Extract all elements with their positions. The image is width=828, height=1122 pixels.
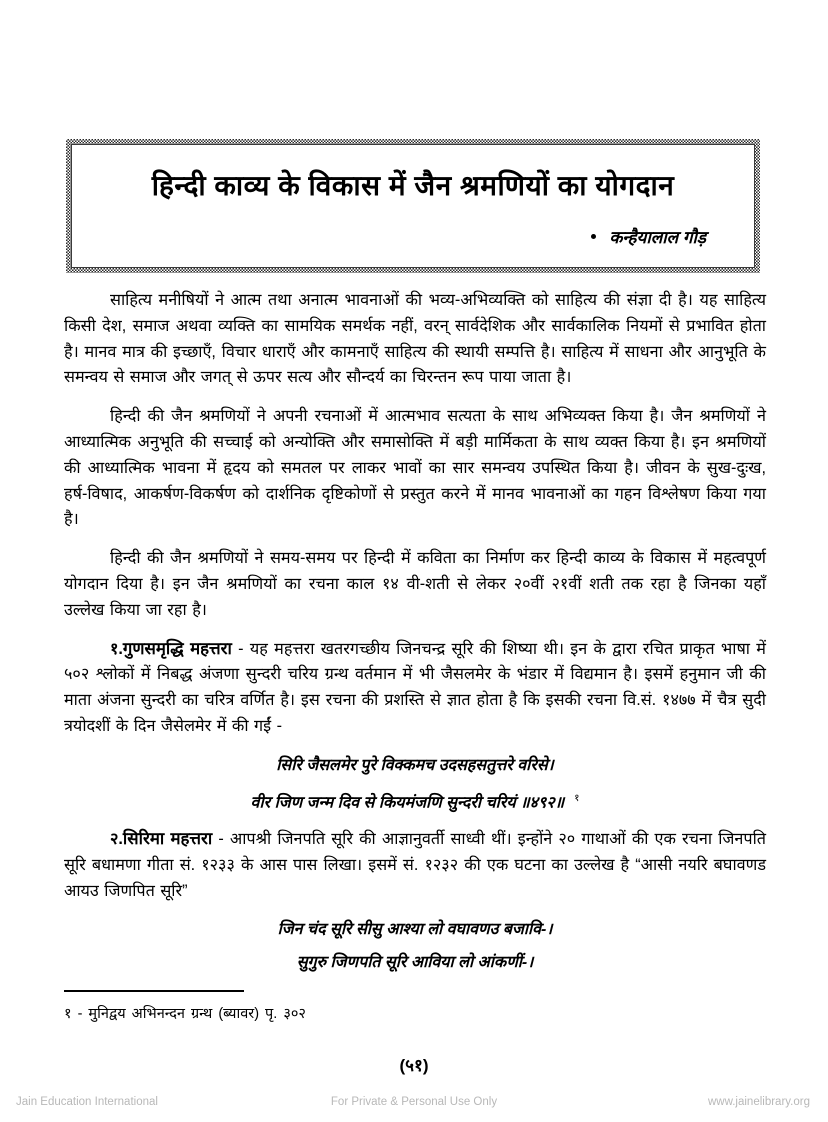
page-number: (५१): [399, 1056, 429, 1075]
entry-2-dash: -: [218, 830, 224, 849]
entry-2-verse-line-2: सुगुरु जिणपति सूरि आविया लो आंकणीं-।: [296, 954, 534, 972]
entry-2-text: आपश्री जिनपति सूरि की आज्ञानुवर्ती साध्वी थीं। इन्होंने २० गाथाओं की एक रचना जिनपति सूरि बधामणा गीता सं. १२३३ के आस पास लिखा। इसमें सं. १२३२ की एक घटना का उल्लेख है “आसी नयरि बघावणड आयउ जिणपित सूरि”: [64, 830, 767, 900]
author-byline: [591, 225, 706, 248]
entry-1-paragraph: [64, 636, 766, 740]
title-frame-inner-fill: [74, 147, 752, 265]
paragraph-1: साहित्य मनीषियों ने आत्म तथा अनात्म भावनाओं की भव्य-अभिव्यक्ति को साहित्य की संज्ञा दी है। यह साहित्य किसी देश, समाज अथवा व्यक्ति का सामयिक समर्थक नहीं, वरन् सार्वदेशिक और सार्वकालिक नियमों से प्रभावित होता है। मानव मात्र की इच्छाएँ, विचार धाराएँ और कामनाएँ साहित्य की स्थायी सम्पत्ति है। साहित्य में साधना और आनुभूति के समन्वय से समाज और जगत् से ऊपर सत्य और सौन्दर्य का चिरन्तन रूप पाया जाता है।: [64, 291, 766, 387]
entry-1-verse-line-2-text: वीर जिण जन्म दिव से कियमंजणि सुन्दरी चरियं ॥४९२॥: [250, 794, 565, 812]
entry-2-name: सिरिमा महत्तरा: [122, 829, 213, 849]
title-frame-inner-border: [71, 144, 755, 268]
page-title: हिन्दी काव्य के विकास में जैन श्रमणियों का योगदान: [151, 170, 675, 201]
page-footer: [0, 1092, 828, 1112]
entry-1-verse-block: [64, 753, 766, 816]
article-body: [64, 288, 766, 982]
footnote-separator: [64, 990, 244, 992]
title-frame: [66, 139, 760, 273]
footer-center-text: For Private & Personal Use Only: [330, 1096, 498, 1108]
entry-1-footnote-marker: १: [574, 792, 580, 804]
entry-2-verse-line-1: जिन चंद सूरि सीसु आश्या लो वघावणउ बजावि-।: [277, 921, 553, 939]
entry-1-verse-line-2: [64, 786, 766, 816]
paragraph-2: हिन्दी की जैन श्रमणियों ने अपनी रचनाओं में आत्मभाव सत्यता के साथ अभिव्यक्त किया है। जैन श्रमणियों ने आध्यात्मिक अनुभूति की सच्चाई को अन्योक्ति और समासोक्ति में बड़ी मार्मिकता के साथ व्यक्त किया है। इन श्रमणियों की आध्यात्मिक भावना में हृदय को समतल पर लाकर भावों का सार समन्वय उपस्थित किया है। जीवन के सुख-दुःख, हर्ष-विषाद, आकर्षण-विकर्षण को दार्शनिक दृष्टिकोणों से प्रस्तुत करने में मानव भावनाओं का गहन विश्लेषण किया गया है।: [64, 407, 766, 529]
entry-1-number: १.: [110, 639, 123, 658]
footer-right-text[interactable]: www.jainelibrary.org: [707, 1096, 810, 1108]
entry-1-dash: -: [238, 639, 244, 658]
entry-1-name: गुणसमृद्धि महत्तरा: [122, 638, 232, 658]
entry-2-paragraph: [64, 826, 766, 904]
entry-2-number: २.: [110, 830, 123, 849]
footnote-text: १ - मुनिद्वय अभिनन्दन ग्रन्थ (ब्यावर) पृ. ३०२: [64, 1006, 306, 1022]
entry-1-verse-line-1: सिरि जैसलमेर पुरे विक्कमच उदसहसतुत्तरे वरिसे।: [276, 756, 554, 774]
bullet-icon: [591, 234, 596, 239]
entry-1-text: यह महत्तरा खतरगच्छीय जिनचन्द्र सूरि की शिष्या थी। इन के द्वारा रचित प्राकृत भाषा में ५०२ श्लोकों में निबद्ध अंजणा सुन्दरी चरिय ग्रन्थ वर्तमान में भी जैसलमेर के भंडार में विद्यमान है। इसमें हनुमान जी की माता अंजना सुन्दरी का चरित्र वर्णित है। इस रचना की प्रशस्ति से ज्ञात होता है कि इसकी रचना वि.सं. १४७७ में चैत्र सुदी त्रयोदशीं के दिन जैसेलमेर में की गईं -: [64, 639, 766, 735]
paragraph-3: हिन्दी की जैन श्रमणियों ने समय-समय पर हिन्दी में कविता का निर्माण कर हिन्दी काव्य के विकास में महत्वपूर्ण योगदान दिया है। इन जैन श्रमणियों का रचना काल १४ वी-शती से लेकर २०वीं २१वीं शती तक रहा है जिनका यहाँ उल्लेख किया जा रहा है।: [64, 549, 766, 619]
author-name: कन्हैयालाल गौड़: [609, 228, 706, 247]
footer-left-text: Jain Education International: [16, 1096, 158, 1108]
entry-2-verse-block: [64, 917, 766, 976]
